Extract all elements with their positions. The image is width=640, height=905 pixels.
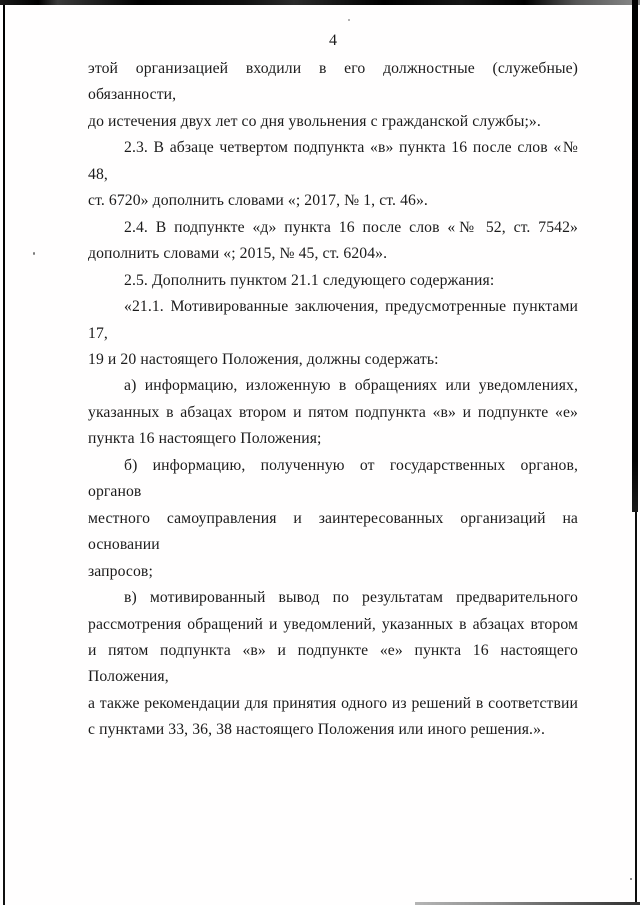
text-line: этой организацией входили в его должностные (служебные) обязанности, [88,60,578,104]
page-number: 4 [329,32,337,49]
text-line: а) информацию, изложенную в обращениях или уведомлениях, [124,377,578,395]
text-line: 2.3. В абзаце четвертом подпункта «в» пункта 16 после слов «№ 48, [88,139,578,183]
paragraph [88,56,578,135]
scan-edge-top [0,0,640,5]
text-line: 2.5. Дополнить пунктом 21.1 следующего содержания: [124,271,495,289]
text-line: а также рекомендации для принятия одного из решений в соответствии [88,694,578,712]
paragraph [88,135,578,214]
paragraph [88,585,578,744]
text-line: 19 и 20 настоящего Положения, должны содержать: [88,350,439,368]
paragraph [88,453,578,585]
text-line: указанных в абзацах втором и пятом подпункта «в» и подпункте «е» [88,403,578,421]
text-line: ст. 6720» дополнить словами «; 2017, № 1, ст. 46». [88,192,428,210]
paragraph [88,294,578,373]
paragraph [88,268,578,294]
scan-edge-right-lower [635,512,637,905]
paragraph [88,373,578,452]
scan-speck [33,252,35,255]
text-line: б) информацию, полученную от государственных органов, органов [88,456,578,501]
document-body [88,56,578,744]
text-line: запросов; [88,562,153,580]
text-line: пункта 16 настоящего Положения; [88,430,322,448]
text-line: в) мотивированный вывод по результатам предварительного [124,589,578,607]
text-line: местного самоуправления и заинтересованных организаций на основании [88,509,578,554]
text-line: «21.1. Мотивированные заключения, предусмотренные пунктами 17, [88,298,578,342]
text-line: с пунктами 33, 36, 38 настоящего Положения или иного решения.». [88,721,546,739]
text-line: и пятом подпункта «в» и подпункте «е» пункта 16 настоящего Положения, [88,641,578,686]
text-line: до истечения двух лет со дня увольнения с гражданской службы;». [88,112,541,130]
scan-edge-right [632,0,638,512]
text-line: рассмотрения обращений и уведомлений, указанных в абзацах втором [88,615,578,633]
scan-speck [348,19,350,21]
paragraph [88,215,578,268]
text-line: 2.4. В подпункте «д» пункта 16 после слов «№ 52, ст. 7542» [124,218,578,236]
text-line: дополнить словами «; 2015, № 45, ст. 6204». [88,245,388,263]
scan-speck [630,878,632,880]
scan-edge-left [3,5,5,905]
